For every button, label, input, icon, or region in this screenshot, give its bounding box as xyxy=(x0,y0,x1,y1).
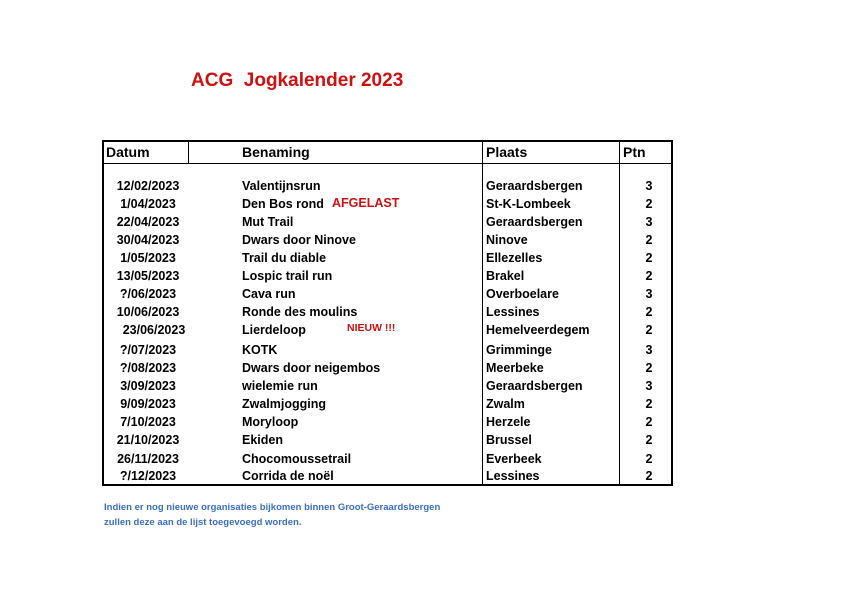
table-row xyxy=(104,360,671,378)
cell-date: 26/11/2023 xyxy=(117,452,179,466)
cell-place: Geraardsbergen xyxy=(486,179,583,193)
cell-name: wielemie run xyxy=(242,379,318,393)
cell-date: 22/04/2023 xyxy=(116,215,180,229)
cell-date: 13/05/2023 xyxy=(116,269,180,283)
cell-points: 2 xyxy=(645,397,653,411)
cell-name: Mut Trail xyxy=(242,215,294,229)
cell-points: 3 xyxy=(645,287,653,301)
table-row xyxy=(104,451,671,469)
cell-points: 3 xyxy=(645,343,653,357)
cell-place: Geraardsbergen xyxy=(486,215,583,229)
cell-date: 21/10/2023 xyxy=(116,433,180,447)
page-title: ACG Jogkalender 2023 xyxy=(191,70,404,91)
footnote-line-1: Indien er nog nieuwe organisaties bijkomen binnen Groot-Geraardsbergen xyxy=(104,502,441,513)
table-row xyxy=(104,342,671,360)
cell-name: Lierdeloop xyxy=(242,323,306,337)
calendar-table xyxy=(102,140,673,486)
table-row xyxy=(104,304,671,322)
cell-points: 2 xyxy=(645,433,653,447)
table-row xyxy=(104,250,671,268)
cell-date: ?/08/2023 xyxy=(119,361,177,375)
status-badge: AFGELAST xyxy=(332,196,400,210)
cell-name: Den Bos rond xyxy=(242,197,324,211)
cell-points: 2 xyxy=(645,469,653,483)
table-row xyxy=(104,214,671,232)
header-place: Plaats xyxy=(486,144,528,160)
status-badge: NIEUW !!! xyxy=(347,322,396,334)
cell-name: Valentijnsrun xyxy=(242,179,321,193)
cell-name: Dwars door Ninove xyxy=(242,233,356,247)
cell-place: Everbeek xyxy=(486,452,542,466)
cell-name: Chocomoussetrail xyxy=(242,452,352,466)
cell-place: Zwalm xyxy=(486,397,525,411)
cell-date: 9/09/2023 xyxy=(120,397,176,411)
cell-name: Ronde des moulins xyxy=(242,305,358,319)
table-row xyxy=(104,322,671,340)
cell-name: KOTK xyxy=(242,343,278,357)
table-row xyxy=(104,378,671,396)
cell-name: Cava run xyxy=(242,287,296,301)
cell-points: 2 xyxy=(645,269,653,283)
cell-place: Geraardsbergen xyxy=(486,379,583,393)
cell-points: 2 xyxy=(645,415,653,429)
header-divider xyxy=(188,142,189,163)
cell-place: Brakel xyxy=(486,269,525,283)
cell-date: ?/06/2023 xyxy=(119,287,177,301)
cell-points: 2 xyxy=(645,305,653,319)
cell-name: Corrida de noël xyxy=(242,469,334,483)
cell-name: Lospic trail run xyxy=(242,269,333,283)
cell-points: 2 xyxy=(645,361,653,375)
cell-date: 23/06/2023 xyxy=(122,323,186,337)
footnote-line-2: zullen deze aan de lijst toegevoegd worden. xyxy=(104,517,302,528)
cell-place: Hemelveerdegem xyxy=(486,323,590,337)
cell-place: Meerbeke xyxy=(486,361,544,375)
header-name: Benaming xyxy=(242,144,310,160)
cell-points: 3 xyxy=(645,179,653,193)
cell-name: Zwalmjogging xyxy=(242,397,327,411)
cell-date: 10/06/2023 xyxy=(116,305,180,319)
header-date: Datum xyxy=(106,144,150,160)
table-row xyxy=(104,196,671,214)
cell-points: 2 xyxy=(645,197,653,211)
table-row xyxy=(104,178,671,196)
table-row xyxy=(104,468,671,486)
cell-date: 1/04/2023 xyxy=(120,197,176,211)
cell-date: 30/04/2023 xyxy=(116,233,180,247)
cell-name: Ekiden xyxy=(242,433,283,447)
cell-date: ?/07/2023 xyxy=(119,343,177,357)
table-header xyxy=(104,142,671,164)
cell-points: 3 xyxy=(645,215,653,229)
cell-name: Moryloop xyxy=(242,415,299,429)
cell-place: Lessines xyxy=(486,469,540,483)
cell-place: Ellezelles xyxy=(486,251,543,265)
cell-place: Brussel xyxy=(486,433,532,447)
table-row xyxy=(104,432,671,450)
table-row xyxy=(104,232,671,250)
cell-points: 3 xyxy=(645,379,653,393)
cell-place: Herzele xyxy=(486,415,531,429)
table-row xyxy=(104,396,671,414)
cell-date: 7/10/2023 xyxy=(120,415,176,429)
cell-place: Overboelare xyxy=(486,287,559,301)
cell-date: ?/12/2023 xyxy=(119,469,177,483)
table-row xyxy=(104,286,671,304)
cell-points: 2 xyxy=(645,323,653,337)
table-row xyxy=(104,268,671,286)
header-points: Ptn xyxy=(623,144,646,160)
cell-date: 12/02/2023 xyxy=(116,179,180,193)
cell-points: 2 xyxy=(645,233,653,247)
cell-place: St-K-Lombeek xyxy=(486,197,571,211)
cell-date: 3/09/2023 xyxy=(120,379,176,393)
cell-points: 2 xyxy=(645,251,653,265)
cell-place: Ninove xyxy=(486,233,528,247)
table-row xyxy=(104,414,671,432)
cell-name: Trail du diable xyxy=(242,251,327,265)
cell-name: Dwars door neigembos xyxy=(242,361,381,375)
cell-place: Grimminge xyxy=(486,343,552,357)
cell-place: Lessines xyxy=(486,305,540,319)
cell-date: 1/05/2023 xyxy=(120,251,176,265)
cell-points: 2 xyxy=(645,452,653,466)
